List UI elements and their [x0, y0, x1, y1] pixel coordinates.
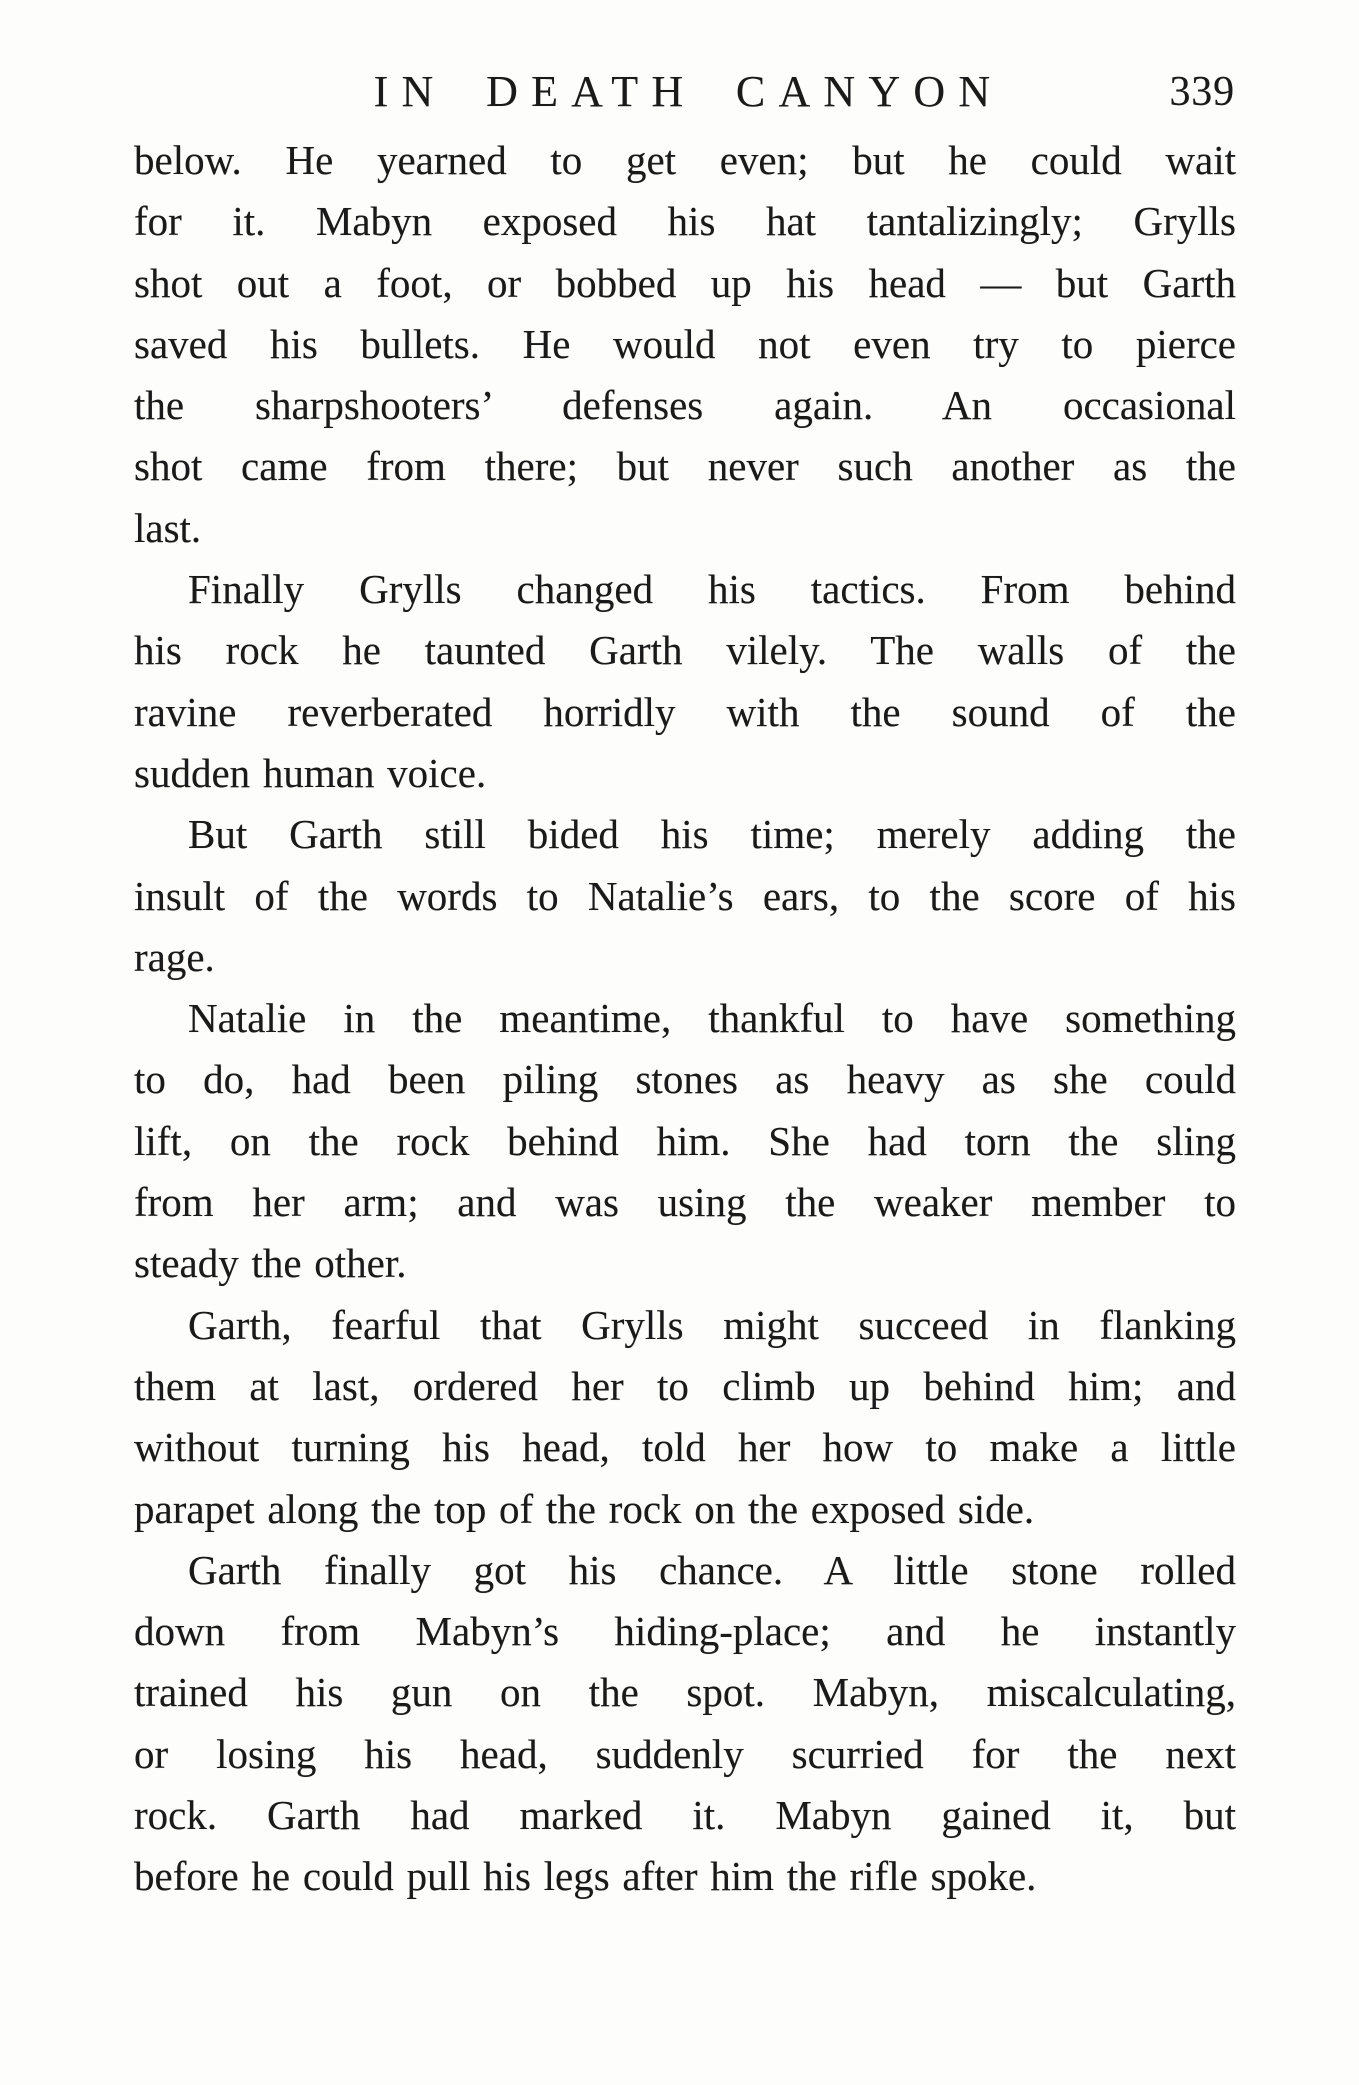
text-line: saved his bullets. He would not even try to pierce	[134, 320, 1236, 367]
text-line: to do, had been piling stones as heavy as she could	[134, 1056, 1236, 1103]
text-line: last.	[134, 504, 202, 551]
text-line: parapet along the top of the rock on the exposed side.	[134, 1485, 1035, 1532]
text-line: down from Mabyn’s hiding-place; and he instantly	[134, 1608, 1236, 1655]
text-line: Natalie in the meantime, thankful to have something	[188, 995, 1236, 1042]
text-line: his rock he taunted Garth vilely. The walls of the	[134, 627, 1236, 674]
text-line: without turning his head, told her how to make a little	[134, 1424, 1236, 1471]
text-line: sudden human voice.	[134, 749, 487, 796]
paragraph	[134, 988, 1236, 1294]
text-line: Finally Grylls changed his tactics. From behind	[188, 566, 1236, 613]
paragraph	[134, 559, 1236, 804]
text-line: rage.	[134, 933, 215, 980]
text-line: shot came from there; but never such another as the	[134, 443, 1236, 490]
text-line: lift, on the rock behind him. She had torn the sling	[134, 1117, 1236, 1164]
paragraph	[134, 1540, 1236, 1908]
text-line: insult of the words to Natalie’s ears, to the score of his	[134, 872, 1236, 919]
paragraph	[134, 1295, 1236, 1540]
text-line: before he could pull his legs after him the rifle spoke.	[134, 1853, 1037, 1900]
text-line: trained his gun on the spot. Mabyn, miscalculating,	[134, 1669, 1236, 1716]
text-line: for it. Mabyn exposed his hat tantalizingly; Grylls	[134, 198, 1236, 245]
text-line: them at last, ordered her to climb up behind him; and	[134, 1362, 1236, 1409]
text-line: or losing his head, suddenly scurried for the next	[134, 1730, 1236, 1777]
text-line: steady the other.	[134, 1240, 407, 1287]
text-line: the sharpshooters’ defenses again. An occasional	[134, 382, 1236, 429]
page-number: 339	[1169, 69, 1235, 115]
text-line: from her arm; and was using the weaker member to	[134, 1179, 1236, 1226]
paragraph	[134, 130, 1236, 559]
text-line: Garth, fearful that Grylls might succeed in flanking	[188, 1301, 1236, 1348]
text-line: below. He yearned to get even; but he could wait	[134, 137, 1236, 183]
text-line: rock. Garth had marked it. Mabyn gained it, but	[134, 1792, 1236, 1839]
page-text	[134, 130, 1236, 1908]
text-line: Garth finally got his chance. A little stone rolled	[188, 1546, 1236, 1593]
running-header: IN DEATH CANYON	[373, 67, 1004, 116]
text-line: shot out a foot, or bobbed up his head — but Garth	[134, 259, 1236, 306]
text-line: But Garth still bided his time; merely adding the	[188, 811, 1236, 858]
paragraph	[134, 804, 1236, 988]
text-line: ravine reverberated horridly with the sound of the	[134, 688, 1236, 735]
